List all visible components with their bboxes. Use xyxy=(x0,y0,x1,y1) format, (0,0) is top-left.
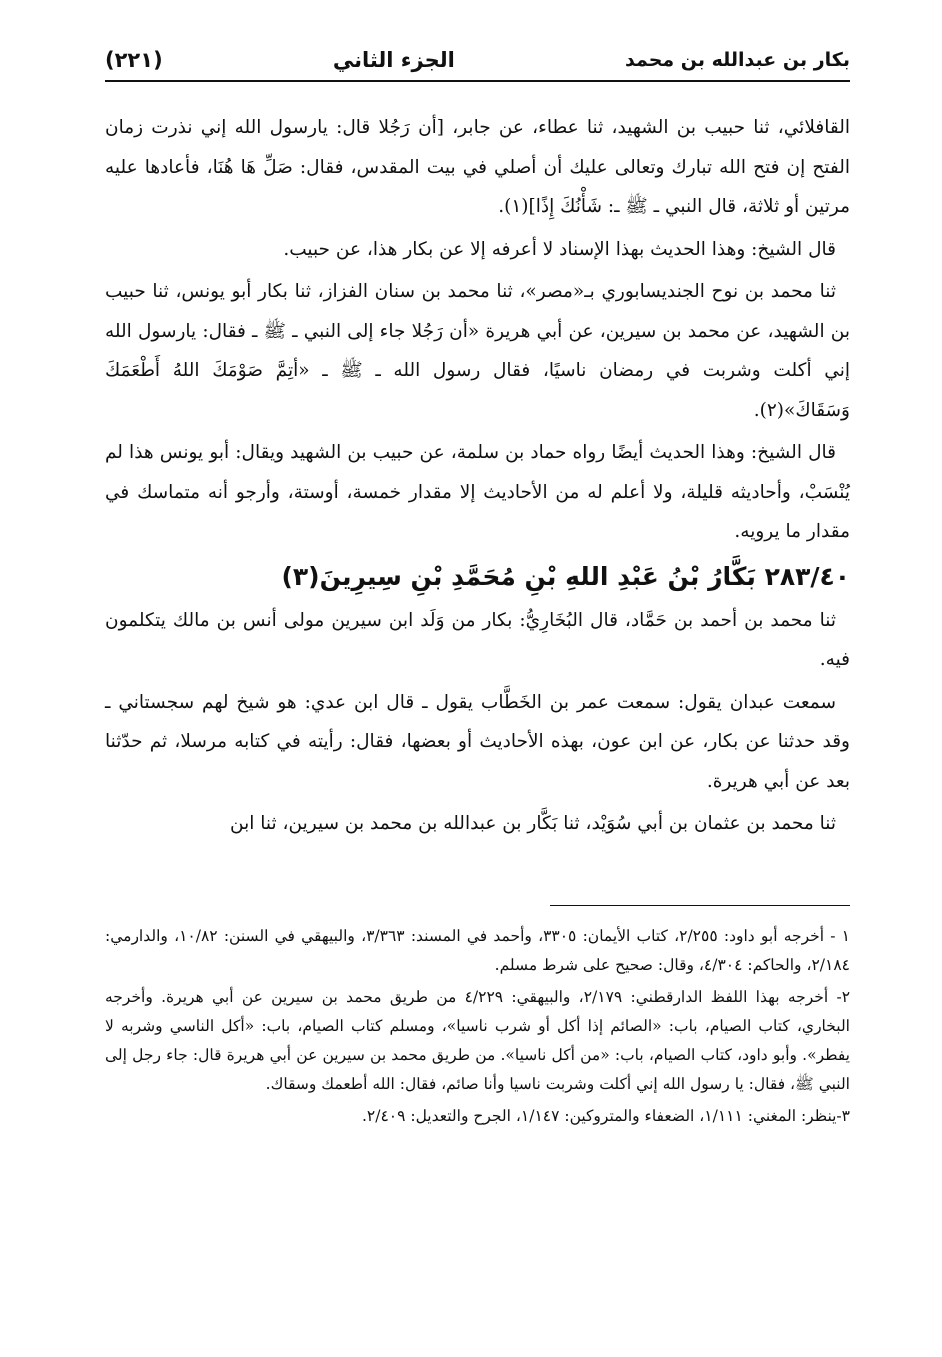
paragraph: ثنا محمد بن أحمد بن حَمَّاد، قال البُخَارِيُّ: بكار من وَلَد ابن سيرين مولى أنس بن مالك يتكلمون فيه. xyxy=(105,609,850,670)
footnote: ٣-ينظر: المغني: ١/١١١، الضعفاء والمتروكين: ١/١٤٧، الجرح والتعديل: ٢/٤٠٩. xyxy=(361,1107,850,1125)
header-divider xyxy=(105,80,850,82)
paragraph: ثنا محمد بن نوح الجنديسابوري بـ«مصر»، ثنا محمد بن سنان الفزاز، ثنا بكار أبو يونس، ثنا حبيب بن الشهيد، عن محمد بن سيرين، عن أبي هريرة «أن رَجُلا جاء إلى النبي ـ ﷺ ـ فقال: يارسول الله إني أكلت وشربت في رمضان ناسيًا، فقال رسول الله ـ ﷺ ـ «أتِمَّ صَوْمَكَ اللهُ أَطْعَمَكَ وَسَقَاكَ»(٢). xyxy=(105,281,850,421)
running-head-volume: الجزء الثاني xyxy=(332,48,455,72)
paragraph: ثنا محمد بن عثمان بن أبي سُوَيْد، ثنا بَكَّار بن عبدالله بن محمد بن سيرين، ثنا ابن xyxy=(230,813,836,834)
paragraph: قال الشيخ: وهذا الحديث أيضًا رواه حماد بن سلمة، عن حبيب بن الشهيد ويقال: أبو يونس هذا لم يُنْسَبْ، وأحاديثه قليلة، ولا أعلم له من الأحاديث إلا مقدار خمسة، أوستة، وأرجو أنه متماسك في مقدار ما يرويه. xyxy=(105,442,850,542)
page-number: (٢٢١) xyxy=(105,48,163,72)
footnote: ١ - أخرجه أبو داود: ٢/٢٥٥، كتاب الأيمان: ٣٣٠٥، وأحمد في المسند: ٣/٣٦٣، والبيهقي في السنن: ١٠/٨٢، والدارمي: ٢/١٨٤، والحاكم: ٤/٣٠٤، وقال: صحيح على شرط مسلم. xyxy=(105,927,850,974)
entry-heading: ٢٨٣/٤٠ بَكَّارُ بْنُ عَبْدِ اللهِ بْنِ مُحَمَّدِ بْنِ سِيرِينَ(٣) xyxy=(281,561,850,591)
footnotes xyxy=(105,922,850,1134)
paragraph: قال الشيخ: وهذا الحديث بهذا الإسناد لا أعرفه إلا عن بكار هذا، عن حبيب. xyxy=(283,238,836,260)
page-header xyxy=(105,42,850,78)
footnote-divider xyxy=(550,905,850,906)
main-text xyxy=(105,108,850,847)
paragraph: سمعت عبدان يقول: سمعت عمر بن الخَطَّاب يقول ـ قال ابن عدي: هو شيخ لهم سجستاني ـ وقد حدثنا عن بكار، عن ابن عون، بهذه الأحاديث أو بعضها، فقال: رأيته في كتابه مرسلا، ثم حدّثنا بعد عن أبي هريرة. xyxy=(105,691,850,792)
footnote: ٢- أخرجه بهذا اللفظ الدارقطني: ٢/١٧٩، والبيهقي: ٤/٢٢٩ من طريق محمد بن سيرين عن أبي هريرة. وأخرجه البخاري، كتاب الصيام، باب: «الصائم إذا أكل أو شرب ناسيا»، ومسلم كتاب الصيام، باب: «أكل الناسي وشربه لا يفطر». وأبو داود، كتاب الصيام، باب: «من أكل ناسيا». من طريق محمد بن سيرين عن أبي هريرة قال: جاء رجل إلى النبي ﷺ، فقال: يا رسول الله إني أكلت وشربت ناسيا وأنا صائم، فقال: الله أطعمك وسقاك. xyxy=(105,988,851,1093)
running-head-title: بكار بن عبدالله بن محمد xyxy=(625,49,850,71)
paragraph: القافلائي، ثنا حبيب بن الشهيد، ثنا عطاء، عن جابر، [أن رَجُلا قال: يارسول الله إني نذرت زمان الفتح إن فتح الله تبارك وتعالى عليك أن أصلي في بيت المقدس، فقال: صَلِّ هَا هُنَا، فأعادها عليه مرتين أو ثلاثة، قال النبي ـ ﷺ ـ: شَأْنُكَ إِذًا](١). xyxy=(105,117,850,217)
